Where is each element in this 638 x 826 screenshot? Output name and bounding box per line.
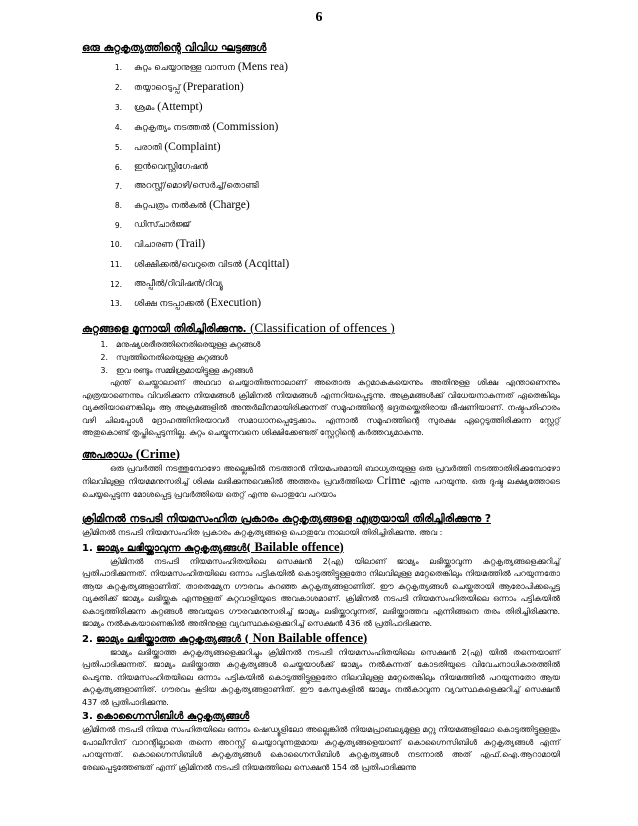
- stage-label: [134, 98, 203, 118]
- cognizable-title: കൊഗ്നൈസിബിൾ കുറ്റകൃത്യങ്ങൾ: [96, 711, 250, 722]
- stage-label-ml: കുറ്റം ചെയ്യാനുള്ള വാസന: [134, 63, 236, 73]
- stage-item: [82, 275, 560, 294]
- stage-label-ml: ഡിസ്ചാർജ്ജ്: [134, 220, 191, 230]
- bailable-title: [96, 539, 344, 554]
- offence-type-number: 1.: [100, 340, 108, 349]
- stage-number: 7.: [114, 182, 122, 191]
- stage-number: 10.: [110, 240, 122, 249]
- stage-label-ml: ശ്രമം: [134, 103, 155, 113]
- stage-label-en: (Trail): [175, 238, 206, 250]
- offence-types-list: [82, 338, 560, 377]
- crime-paragraph: [82, 463, 560, 502]
- non-bailable-heading: [82, 631, 560, 647]
- offence-type-number: 3.: [100, 366, 108, 375]
- stage-label-ml: അപ്പീൽ/റിവിഷൻ/റിവ്യൂ: [134, 279, 223, 289]
- stage-label-en: (Attempt): [157, 101, 203, 113]
- stage-label-en: (Commission): [212, 121, 279, 133]
- stage-label-ml: പരാതി: [134, 143, 162, 153]
- stage-item: [82, 158, 560, 177]
- stage-label-ml: അറസ്റ്റ്/മൊഴി/സെർച്ച്/തൊണ്ടി: [134, 181, 259, 191]
- stage-label: [134, 255, 289, 275]
- stage-label-ml: ഇൻവെസ്റ്റിഗേഷൻ: [134, 162, 208, 172]
- stage-label: [134, 158, 208, 177]
- stage-number: 3.: [114, 103, 122, 112]
- stage-item: [82, 235, 560, 255]
- stage-item: [82, 196, 560, 216]
- stage-label-en: (Mens rea): [237, 61, 288, 73]
- bailable-title-en: Bailable offence): [254, 539, 344, 554]
- stage-number: 4.: [114, 123, 122, 132]
- stage-item: [82, 216, 560, 235]
- offence-type-number: 2.: [100, 353, 108, 362]
- classification-paragraph: എന്ത് ചെയ്താലാണ് അഥവാ ചെയ്യാതിരുന്നാലാണ് അതൊരു കുറ്റമാകുകയെന്നും അതിനുള്ള ശിക്ഷ എന്താണെന്നും എത്രയാണെന്നും വിവരിക്കുന്ന നിയമങ്ങൾ ക്രിമിനൽ നിയമങ്ങൾ എന്നറിയപ്പെടുന്നു. അക്രമങ്ങൾക്ക് വിധേയനാകുന്നത് ഏതെങ്കിലും വ്യക്തിയാണെങ്കിലും ആ അക്രമങ്ങളിൽ അന്തർലീനമായിരിക്കുന്നത് സമൂഹത്തിന്റെ ഭദ്രതയ്ക്കെതിരായ ഭീഷണിയാണ്. നഷ്ടപരിഹാരം വഴി ചിലപ്പോൾ ദ്രോഹത്തിനിരയാവർ സമാധാനപ്പെട്ടേക്കാം. എന്നാൽ സമൂഹത്തിന്റെ സുരക്ഷ ഏറ്റെടുത്തിരിക്കുന്ന സ്റ്റേറ്റ് അതുകൊണ്ട് തൃപ്തിപ്പെടുന്നില്ല. കുറ്റം ചെയ്യുന്നവനെ ശിക്ഷിക്കേണ്ടത് സ്റ്റേറ്റിന്റെ കർത്തവ്യമാകുന്നു.: [82, 378, 560, 437]
- stage-label-ml: കുറ്റപത്രം നൽകൽ: [134, 201, 207, 211]
- stage-label: [134, 294, 261, 314]
- offence-type-item: [82, 351, 560, 364]
- stage-label-en: (Preparation): [183, 81, 244, 93]
- stage-number: 12.: [110, 280, 122, 289]
- stage-item: [82, 255, 560, 275]
- crpc-heading: ക്രിമിനൽ നടപടി നിയമസംഹിത പ്രകാരം കുറ്റകൃത്യങ്ങളെ എത്രയായി തിരിച്ചിരിക്കുന്നു ?: [82, 513, 491, 525]
- classification-heading-ml: കുറ്റങ്ങളെ മൂന്നായി തിരിച്ചിരിക്കുന്നു.: [82, 323, 247, 335]
- stage-number: 9.: [114, 221, 122, 230]
- crime-paragraph-b: എന്നു പറയുന്നു. ഒരു ദുഷ്ട ലക്ഷ്യത്തോടെ ചെയ്യപ്പെടുന്ന മോശപ്പെട്ട പ്രവർത്തിയെ തെറ്റ് എന്നു പൊതുവേ പറയാം: [82, 477, 560, 499]
- stage-label-ml: തയ്യാറെടുപ്പ്: [134, 83, 181, 93]
- stage-label-en: (Execution): [206, 297, 262, 309]
- stage-item: [82, 177, 560, 196]
- stage-number: 11.: [110, 260, 122, 269]
- stage-item: [82, 98, 560, 118]
- non-bailable-paragraph: ജാമ്യം ലഭിയ്ക്കാത്ത കുറ്റകൃത്യങ്ങളെക്കുറിച്ചും ക്രിമിനൽ നടപടി നിയമസംഹിതയിലെ സെക്ഷൻ 2(എ) യിൽ തന്നെയാണ് പ്രതിപാദിക്കുന്നത്. ജാമ്യം ലഭിയ്ക്കാത്ത കുറ്റകൃത്യങ്ങൾ ചെയ്തയാൾക്ക് ജാമ്യം നൽകുന്നത് കോടതിയുടെ വിവേചനാധികാരത്തിൽ പെടുന്നു. നിയമസംഹിതയിലെ ഒന്നാം പട്ടികയിൽ കൊടുത്തിട്ടുള്ളതോ നിലവിലുള്ള മറ്റേതെങ്കിലും നിയമത്തിൽ പറയുന്നതോ ആയ കുറ്റകൃത്യങ്ങളാണിത്. ഗൗരവം കൂടിയ കുറ്റകൃത്യങ്ങളാണിത്. ഈ കേസുകളിൽ ജാമ്യം നൽകാവുന്ന വ്യവസ്ഥകളെക്കുറിച്ച് സെക്ഷൻ 437 ൽ പ്രതിപാദിക്കുന്നു.: [82, 647, 560, 707]
- stage-label: [134, 177, 259, 196]
- crime-paragraph-en: Crime: [376, 475, 406, 487]
- stage-number: 13.: [110, 299, 122, 308]
- stage-label: [134, 196, 250, 216]
- stage-item: [82, 118, 560, 138]
- stage-label-en: (Complaint): [164, 141, 221, 153]
- stage-label: [134, 118, 278, 138]
- offence-type-label: സ്വത്തിനെതിരെയുള്ള കുറ്റങ്ങൾ: [116, 353, 228, 362]
- cognizable-num: 3.: [82, 711, 93, 722]
- crime-heading-en: (Crime): [135, 445, 180, 461]
- offence-type-label: ഇവ രണ്ടും സമ്മിശ്രമായിട്ടുള്ള കുറ്റങ്ങൾ: [116, 366, 253, 375]
- stage-item: [82, 58, 560, 78]
- offence-type-label: മനുഷ്യശരീരത്തിനെതിരെയുള്ള കുറ്റങ്ങൾ: [116, 340, 261, 349]
- stage-number: 5.: [114, 143, 122, 152]
- non-bailable-title-en: Non Bailable offence): [252, 630, 368, 645]
- crpc-intro: ക്രിമിനൽ നടപടി നിയമസംഹിത പ്രകാരം കുറ്റകൃത്യങ്ങളെ പൊതുവേ നാലായി തിരിച്ചിരിക്കുന്നു. അവ :: [82, 528, 443, 537]
- stage-item: [82, 138, 560, 158]
- page-number: 6: [315, 10, 323, 25]
- crime-paragraph-a: ഒരു പ്രവർത്തി നടത്തുമ്പോഴോ അല്ലെങ്കിൽ നടത്താൻ നിയമപരമായി ബാധ്യതയുള്ള ഒരു പ്രവർത്തി നടത്താതിരിക്കുമ്പോഴോ നിലവിലുള്ള നിയമമനുസരിച്ച് ശിക്ഷ ലഭിക്കുന്നുവെങ്കിൽ അത്തരം പ്രവർത്തിയെ: [82, 463, 560, 486]
- stage-label-en: (Acqittal): [244, 258, 290, 270]
- stage-label-ml: ശിക്ഷ നടപ്പാക്കൽ: [134, 299, 205, 309]
- stage-label-ml: കുറ്റകൃത്യം നടത്തൽ: [134, 123, 210, 133]
- bailable-num: 1.: [82, 542, 93, 554]
- stage-label: [134, 235, 205, 255]
- stage-label: [134, 58, 288, 78]
- classification-heading-en: (Classification of offences ): [250, 320, 395, 335]
- stage-number: 8.: [114, 201, 122, 210]
- bailable-paragraph: ക്രിമിനൽ നടപടി നിയമസംഹിതയിലെ സെക്ഷൻ 2(എ) യിലാണ് ജാമ്യം ലഭിയ്ക്കാവുന്ന കുറ്റകൃത്യങ്ങളെക്കുറിച്ച് പ്രതിപാദിക്കുന്നത്. നിയമസംഹിതയിലെ ഒന്നാം പട്ടികയിൽ കൊടുത്തിട്ടുള്ളതോ നിലവിലുള്ള മറ്റേതെങ്കിലും നിയമത്തിൽ പറയുന്നതോ ആയ കുറ്റകൃത്യങ്ങളാണിത്. താരതമ്യേന ഗൗരവം കുറഞ്ഞ കുറ്റകൃത്യങ്ങളാണിത്. ഈ കുറ്റകൃത്യങ്ങൾ ചെയ്തതായി ആരോപിക്കപ്പെട്ട വ്യക്തിക്ക് ജാമ്യം ലഭിയ്ക്കുക എന്നുള്ളത് കുറ്റവാളിയുടെ അവകാശമാണ്. ക്രിമിനൽ നടപടി നിയമസംഹിതയിലെ ഒന്നാം പട്ടികയിൽ കൊടുത്തിരിക്കുന്ന കുറ്റങ്ങൾ അവയുടെ ഗൗരവമനുസരിച്ച് ജാമ്യം ലഭിയ്ക്കാവുന്നത്, ലഭിയ്ക്കാത്തവ എന്നിങ്ങനെ തരം തിരിച്ചിരിക്കുന്നു. ജാമ്യം നൽകുകയാണെങ്കിൽ അതിനുള്ള വ്യവസ്ഥകളെക്കുറിച്ച് സെക്ഷൻ 436 ൽ പ്രതിപാദിക്കുന്നു.: [82, 556, 560, 628]
- offence-type-item: [82, 338, 560, 351]
- stage-number: 2.: [114, 83, 122, 92]
- cognizable-heading: [82, 709, 560, 724]
- stage-label: [134, 78, 244, 98]
- stage-label-ml: ശിക്ഷിക്കൽ/വെറുതെ വിടൽ: [134, 260, 242, 270]
- stage-label: [134, 275, 223, 294]
- page-content: [82, 40, 560, 774]
- cognizable-paragraph: ക്രിമിനൽ നടപടി നിയമ സംഹിതയിലെ ഒന്നാം ഷെഡ്യൂളിലോ അല്ലെങ്കിൽ നിയമപ്രാബല്യമുള്ള മറ്റു നിയമങ്ങളിലോ കൊടുത്തിട്ടുള്ളതും പോലീസിന് വാറന്റില്ലാതെ തന്നെ അറസ്റ്റ് ചെയ്യാവുന്നതുമായ കുറ്റകൃത്യങ്ങളെയാണ് കൊഗ്നൈസിബിൾ കുറ്റകൃത്യങ്ങൾ എന്ന് പറയുന്നത്. കൊഗ്നൈസിബിൾ കുറ്റകൃത്യങ്ങൾ കൊഗ്നൈസിബിൾ കുറ്റകൃത്യങ്ങൾ നടന്നാൽ അത് എഫ്.ഐ.ആറാമായി രേഖപ്പെടുത്തേണ്ടത് എന്ന് ക്രിമിനൽ നടപടി നിയമത്തിലെ സെക്ഷൻ 154 ൽ പ്രതിപാദിക്കുന്നു: [82, 725, 560, 772]
- bailable-title-ml: ജാമ്യം ലഭിയ്ക്കാവുന്ന കുറ്റകൃത്യങ്ങൾ(: [96, 542, 251, 554]
- classification-heading: [82, 320, 560, 337]
- stage-number: 6.: [114, 163, 122, 172]
- stage-label-en: (Charge): [209, 199, 250, 211]
- stages-list: [82, 58, 560, 314]
- non-bailable-title: [96, 630, 368, 645]
- bailable-heading: [82, 540, 560, 556]
- offence-type-item: [82, 364, 560, 377]
- stage-label-ml: വിചാരണ: [134, 240, 173, 250]
- non-bailable-num: 2.: [82, 633, 93, 645]
- crime-heading: [82, 446, 560, 463]
- crime-heading-ml: അപരാധം: [82, 448, 133, 461]
- stage-item: [82, 78, 560, 98]
- stage-item: [82, 294, 560, 314]
- non-bailable-title-ml: ജാമ്യം ലഭിയ്ക്കാത്ത കുറ്റകൃത്യങ്ങൾ (: [96, 633, 250, 645]
- stage-number: 1.: [114, 63, 122, 72]
- stage-label: [134, 138, 221, 158]
- stages-heading: ഒരു കുറ്റകൃത്യത്തിന്റെ വിവിധ ഘട്ടങ്ങൾ: [82, 42, 267, 54]
- stage-label: [134, 216, 190, 235]
